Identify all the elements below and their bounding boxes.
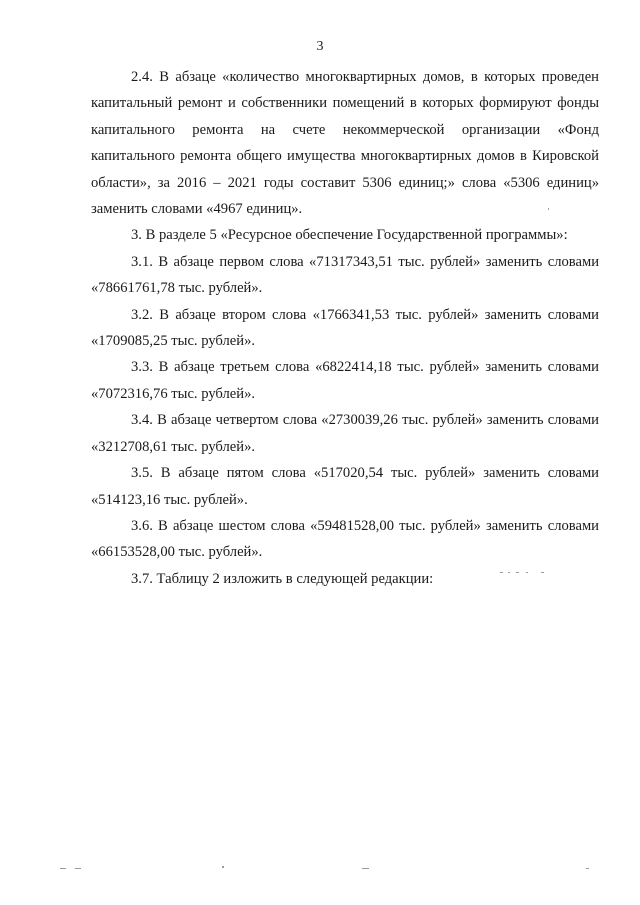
paragraph-3-3: 3.3. В абзаце третьем слова «6822414,18 тыс. рублей» заменить словами «7072316,76 тыс. рублей». <box>91 359 599 402</box>
paragraph-3-1: 3.1. В абзаце первом слова «71317343,51 тыс. рублей» заменить словами «78661761,78 тыс. рублей». <box>91 253 599 297</box>
paragraph-3-5: 3.5. В абзаце пятом слова «517020,54 тыс. рублей» заменить словами «514123,16 тыс. рублей». <box>91 465 599 508</box>
paragraph-3-6: 3.6. В абзаце шестом слова «59481528,00 тыс. рублей» заменить словами «66153528,00 тыс. рублей». <box>91 517 599 561</box>
paragraph-3-7: 3.7. Таблицу 2 изложить в следующей редакции: <box>131 570 434 587</box>
paragraph-3-4: 3.4. В абзаце четвертом слова «2730039,26 тыс. рублей» заменить словами «3212708,61 тыс. рублей». <box>91 412 599 455</box>
document-body <box>91 64 599 592</box>
paragraph-3: 3. В разделе 5 «Ресурсное обеспечение Государственной программы»: <box>131 227 568 244</box>
paragraph-3-2: 3.2. В абзаце втором слова «1766341,53 тыс. рублей» заменить словами «1709085,25 тыс. рублей». <box>91 306 599 350</box>
page-number: 3 <box>316 39 324 54</box>
paragraph-2-4: 2.4. В абзаце «количество многоквартирных домов, в которых проведен капитальный ремонт и собственники помещений в которых формируют фонды капитального ремонта на счете некоммерческой организации «Фонд капитального ремонта общего имущества многоквартирных домов в Кировской области», за 2016 – 2021 годы составит 5306 единиц;» слова «5306 единиц» заменить словами «4967 единиц». <box>91 69 599 218</box>
